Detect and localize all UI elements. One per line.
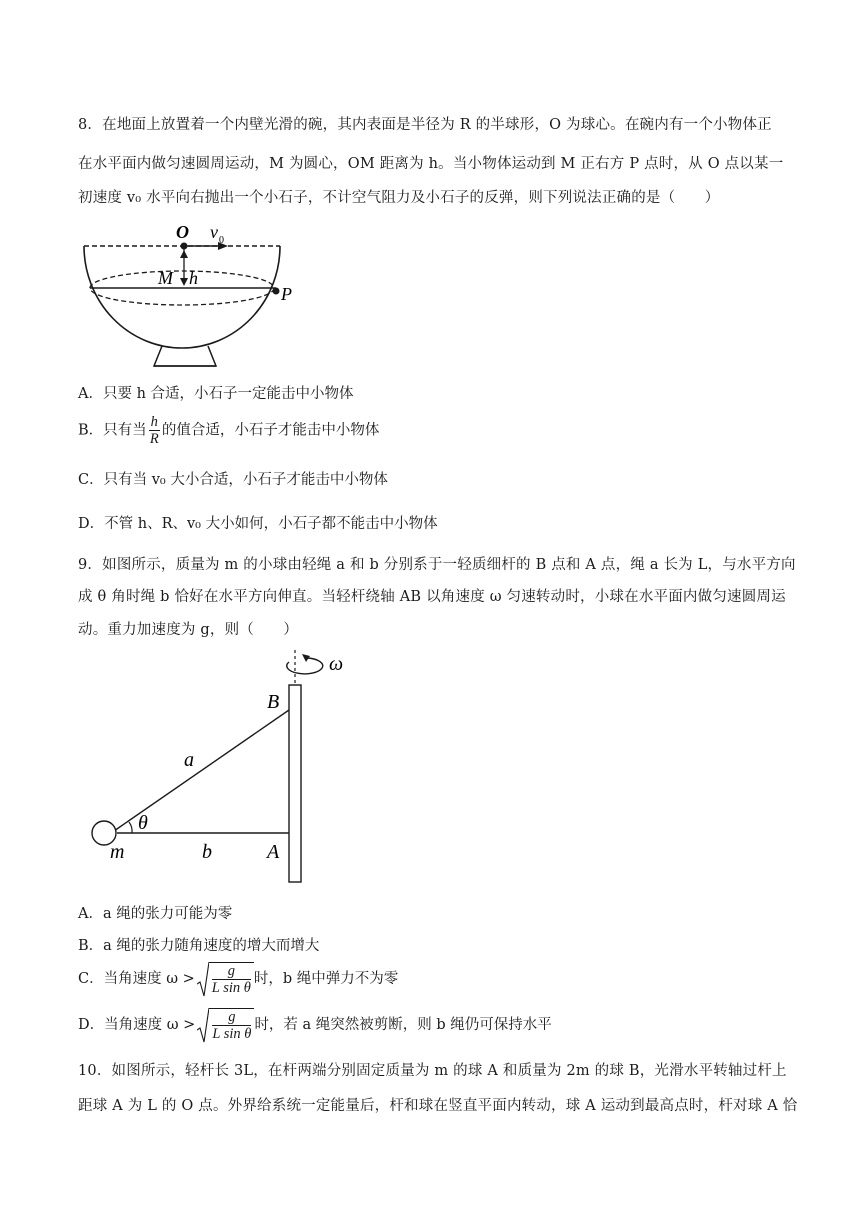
- q9-option-d-suffix: 时，若 a 绳突然被剪断，则 b 绳仍可保持水平: [254, 1017, 552, 1033]
- sqrt-expression: $\frac{g}{\text{L sin θ}}$: [197, 1008, 254, 1042]
- label-theta: θ: [138, 812, 148, 834]
- rotation-arrow: [287, 658, 323, 674]
- label-P: P: [281, 284, 292, 304]
- q8-bowl-figure: [76, 218, 296, 368]
- bowl-outline: [84, 246, 280, 348]
- q9-option-a[interactable]: A．a 绳的张力可能为零: [78, 906, 233, 922]
- q10-stem-line-1: 10．如图所示，轻杆长 3L，在杆两端分别固定质量为 m 的球 A 和质量为 2m 的球 B，光滑水平转轴过杆上: [78, 1063, 787, 1079]
- label-B: B: [267, 691, 280, 713]
- theta-arc: [129, 822, 132, 833]
- q8-option-b-suffix: 的值合适，小石子才能击中小物体: [161, 422, 380, 439]
- point-P-dot: [273, 288, 280, 295]
- sqrt-expression: $\frac{g}{\text{L sin θ}}$: [197, 962, 254, 996]
- q8-stem-line-3: 初速度 v₀ 水平向右抛出一个小石子，不计空气阻力及小石子的反弹，则下列说法正确的是（ ）: [78, 190, 720, 206]
- q9-option-c[interactable]: [78, 962, 398, 996]
- q8-option-d[interactable]: D．不管 h、R、v₀ 大小如何，小石子都不能击中小物体: [78, 516, 438, 532]
- q10-stem-line-2: 距球 A 为 L 的 O 点。外界给系统一定能量后，杆和球在竖直平面内转动，球 A 运动到最高点时，杆对球 A 恰: [78, 1098, 798, 1114]
- q9-option-d[interactable]: [78, 1008, 552, 1042]
- q8-stem-line-2: 在水平面内做匀速圆周运动，M 为圆心，OM 距离为 h。当小物体运动到 M 正右方 P 点时，从 O 点以某一: [78, 156, 784, 172]
- bowl-base: [154, 346, 216, 366]
- label-A: A: [267, 841, 280, 863]
- label-v0: v: [210, 222, 218, 242]
- q9-stem-line-2: 成 θ 角时绳 b 恰好在水平方向伸直。当轻杆绕轴 AB 以角速度 ω 匀速转动时，小球在水平面内做匀速圆周运: [78, 589, 786, 605]
- q9-option-c-prefix: C．当角速度 ω >: [78, 971, 195, 987]
- q8-option-b-prefix: B．只有当: [78, 422, 147, 439]
- q8-option-b[interactable]: [78, 414, 379, 447]
- label-v0-sub: 0: [219, 235, 224, 246]
- h-over-R-fraction: $\frac{h}{R}$: [149, 414, 159, 447]
- q9-option-d-prefix: D．当角速度 ω >: [78, 1017, 196, 1033]
- q8-stem-line-1: 8．在地面上放置着一个内壁光滑的碗，其内表面是半径为 R 的半球形，O 为球心。在碗内有一个小物体正: [78, 117, 772, 133]
- rod: [289, 685, 301, 882]
- q9-rod-figure: [84, 648, 374, 888]
- q8-option-a[interactable]: A．只要 h 合适，小石子一定能击中小物体: [78, 386, 354, 402]
- label-b: b: [202, 841, 212, 863]
- label-m: m: [110, 841, 125, 863]
- q8-option-c[interactable]: C．只有当 v₀ 大小合适，小石子才能击中小物体: [78, 472, 388, 488]
- q9-option-b[interactable]: B．a 绳的张力随角速度的增大而增大: [78, 938, 320, 954]
- label-M: M: [158, 268, 173, 288]
- label-omega: ω: [329, 653, 344, 675]
- label-O: O: [176, 222, 189, 242]
- label-h: h: [189, 268, 198, 288]
- q9-option-c-suffix: 时，b 绳中弹力不为零: [253, 971, 399, 987]
- label-a: a: [184, 749, 194, 771]
- q9-stem-line-3: 动。重力加速度为 g，则（ ）: [78, 622, 299, 638]
- q9-stem-line-1: 9．如图所示，质量为 m 的小球由轻绳 a 和 b 分别系于一轻质细杆的 B 点和 A 点，绳 a 长为 L，与水平方向: [78, 557, 796, 573]
